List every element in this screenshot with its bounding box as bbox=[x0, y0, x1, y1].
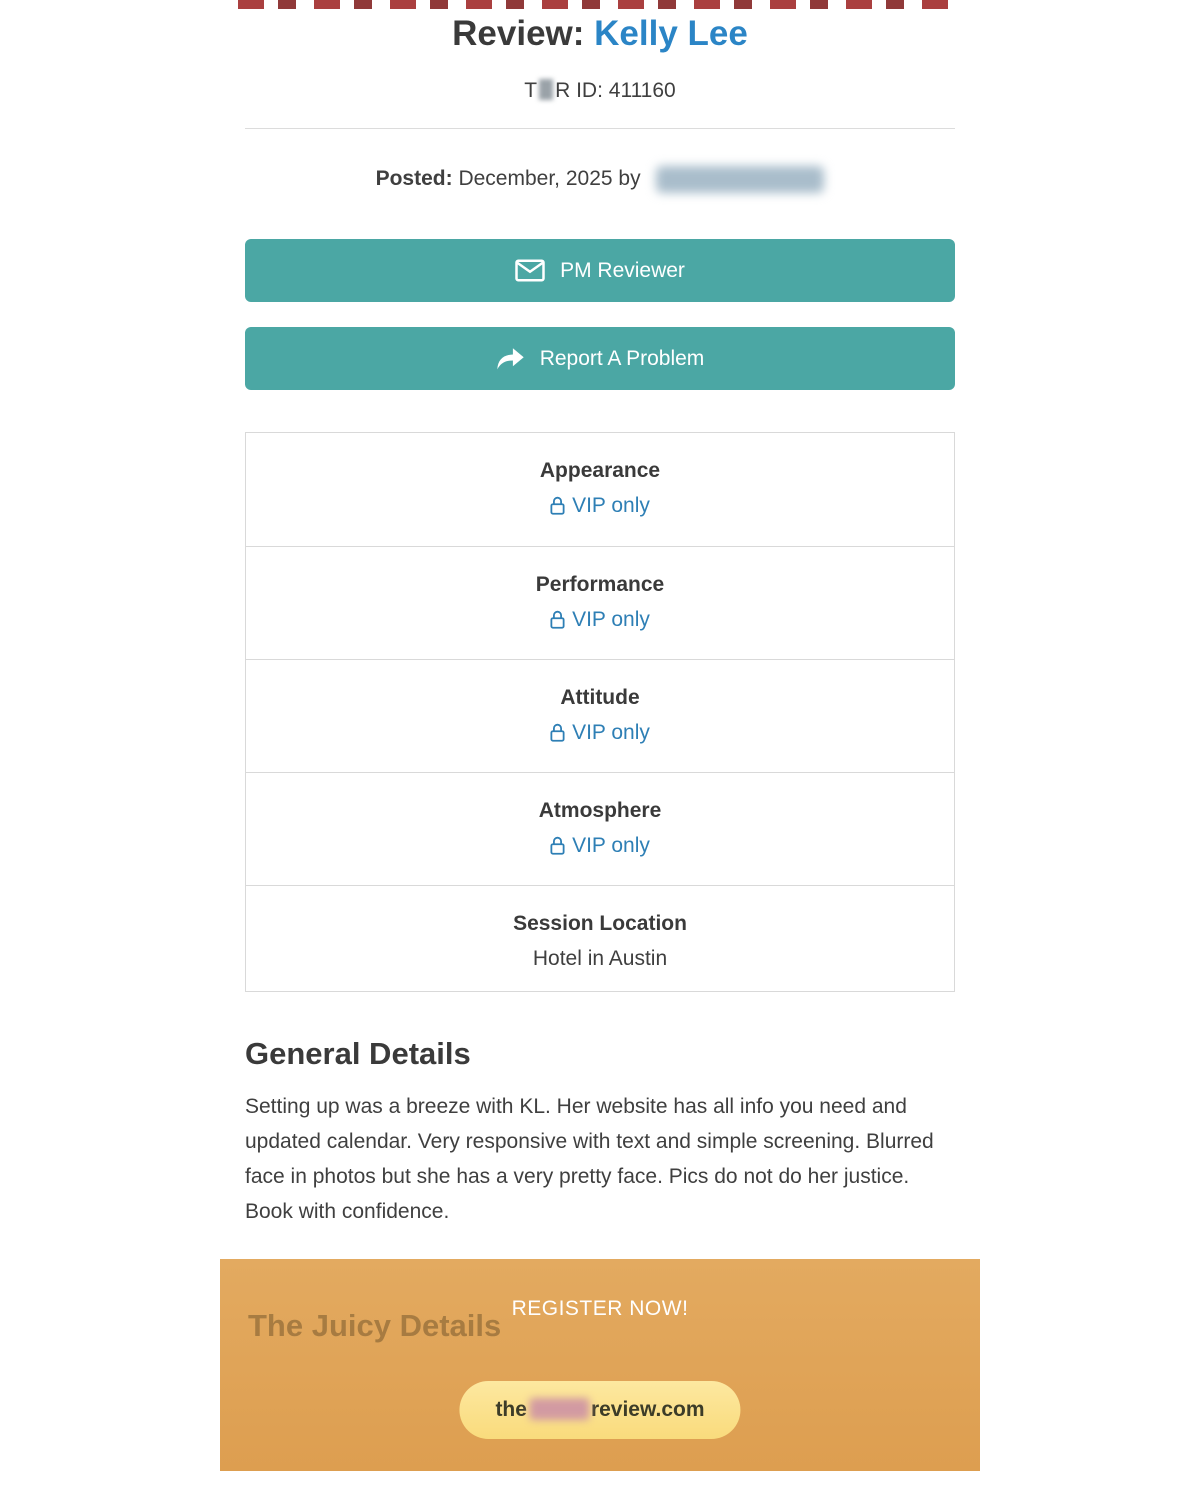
redacted-url-part bbox=[529, 1398, 589, 1420]
posted-label: Posted: bbox=[375, 167, 453, 191]
url-prefix: the bbox=[495, 1398, 527, 1422]
review-id-prefix: T bbox=[524, 79, 538, 102]
session-location-value: Hotel in Austin bbox=[532, 947, 668, 971]
redacted-id-character bbox=[539, 79, 553, 100]
report-problem-label: Report A Problem bbox=[539, 346, 705, 370]
register-now-text: REGISTER NOW! bbox=[511, 1297, 689, 1321]
rating-label: Atmosphere bbox=[538, 799, 662, 823]
vip-only-link[interactable] bbox=[246, 721, 954, 745]
page-title bbox=[245, 14, 955, 54]
divider bbox=[245, 128, 955, 129]
vip-only-label: VIP only bbox=[572, 494, 650, 518]
review-page-content bbox=[245, 14, 955, 1229]
vip-only-label: VIP only bbox=[572, 721, 650, 745]
lock-icon bbox=[550, 610, 565, 629]
site-url-pill[interactable] bbox=[459, 1381, 740, 1439]
url-suffix: review.com bbox=[590, 1398, 705, 1422]
rating-row-session-location bbox=[246, 885, 954, 991]
posted-value: December, 2025 by bbox=[458, 167, 641, 191]
rating-row-appearance bbox=[246, 433, 954, 546]
vip-only-label: VIP only bbox=[572, 608, 650, 632]
general-details-text: Setting up was a breeze with KL. Her website has all info you need and updated calendar. Very responsive with text and simple screening. Blurred face in photos but she has a very pretty face. Pics do not do her justice. Book with confidence. bbox=[245, 1095, 934, 1224]
juicy-details-heading: The Juicy Details bbox=[248, 1308, 502, 1344]
lock-icon bbox=[550, 836, 565, 855]
vip-gate-banner bbox=[220, 1259, 980, 1471]
rating-label: Appearance bbox=[539, 459, 661, 483]
envelope-icon bbox=[515, 259, 545, 282]
vip-only-link[interactable] bbox=[246, 494, 954, 518]
cutoff-header-fragment bbox=[238, 0, 962, 9]
share-arrow-icon bbox=[496, 347, 525, 371]
pm-reviewer-label: PM Reviewer bbox=[560, 258, 685, 282]
vip-only-label: VIP only bbox=[572, 834, 650, 858]
vip-only-link[interactable] bbox=[246, 834, 954, 858]
posted-line bbox=[245, 166, 955, 193]
lock-icon bbox=[550, 723, 565, 742]
report-problem-button[interactable] bbox=[245, 327, 955, 390]
reviewee-name-link[interactable]: Kelly Lee bbox=[594, 14, 748, 53]
rating-label: Session Location bbox=[513, 912, 687, 936]
pm-reviewer-button[interactable] bbox=[245, 239, 955, 302]
review-id-suffix: R ID: 411160 bbox=[555, 79, 676, 102]
rating-label: Attitude bbox=[560, 686, 640, 710]
rating-row-atmosphere bbox=[246, 772, 954, 885]
rating-row-performance bbox=[246, 546, 954, 659]
redacted-reviewer-name bbox=[656, 166, 824, 193]
review-id-line bbox=[245, 79, 955, 103]
rating-label: Performance bbox=[535, 573, 665, 597]
vip-only-link[interactable] bbox=[246, 608, 954, 632]
ratings-table bbox=[245, 432, 955, 992]
rating-row-attitude bbox=[246, 659, 954, 772]
page-title-prefix: Review: bbox=[452, 14, 585, 53]
lock-icon bbox=[550, 496, 565, 515]
general-details-heading: General Details bbox=[245, 1036, 471, 1072]
